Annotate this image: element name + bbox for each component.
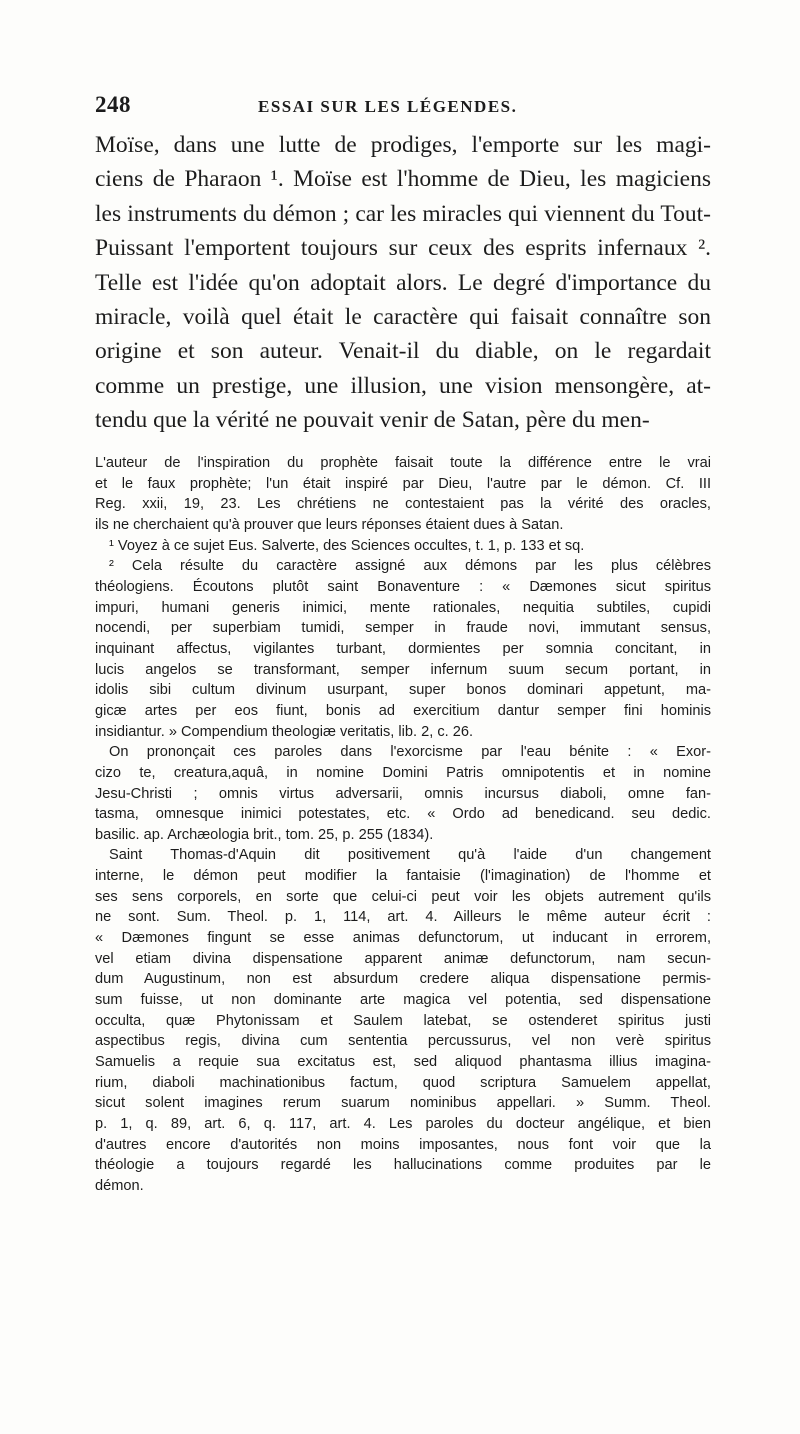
body-line: Moïse, dans une lutte de prodiges, l'emporte sur les magi-: [95, 132, 711, 158]
body-line: Puissant l'emportent toujours sur ceux des esprits infernaux ².: [95, 235, 711, 262]
main-text: [95, 128, 711, 438]
footnote-line: ils ne cherchaient qu'à prouver que leurs réponses étaient dues à Satan.: [95, 516, 564, 533]
body-line: les instruments du démon ; car les miracles qui viennent du Tout-: [95, 200, 711, 227]
footnote-line: nocendi, per superbiam tumidi, semper in fraude novi, immutant sensus,: [95, 620, 711, 637]
body-line: tendu que la vérité ne pouvait venir de Satan, père du men-: [95, 407, 650, 434]
footnote-line: Saint Thomas-d'Aquin dit positivement qu'à l'aide d'un changement: [109, 847, 711, 864]
footnote-line: inquinant affectus, vigilantes turbant, dormientes per somnia concitant, in: [95, 640, 711, 657]
body-line: comme un prestige, une illusion, une vision mensongère, at-: [95, 372, 711, 399]
footnote-line: démon.: [95, 1177, 144, 1194]
footnotes: [95, 453, 711, 1197]
body-line: ciens de Pharaon ¹. Moïse est l'homme de Dieu, les magiciens: [95, 166, 711, 193]
footnote-line: théologie a toujours regardé les hallucinations comme produites par le: [95, 1157, 711, 1174]
footnote-line: aspectibus regis, divina cum sententia percussurus, vel non verè spiritus: [95, 1033, 711, 1050]
page-number: 248: [95, 92, 131, 117]
footnote-line: occulta, quæ Phytonissam et Saulem latebat, se ostenderet spiritus justi: [95, 1012, 711, 1029]
footnote-line: ² Cela résulte du caractère assigné aux démons par les plus célèbres: [109, 558, 711, 575]
footnote-line: sum fuisse, ut non dominante arte magica vel potentia, sed dispensatione: [95, 992, 711, 1009]
footnote-line: Samuelis a requie sua excitatus est, sed aliquod phantasma illius imagina-: [95, 1054, 711, 1071]
footnote-line: gicæ artes per eos fiunt, bonis ad exercitium dantur semper fini hominis: [95, 702, 711, 719]
footnote-line: Jesu-Christi ; omnis virtus adversarii, omnis incursus diaboli, omne fan-: [95, 785, 711, 802]
footnote-line: p. 1, q. 89, art. 6, q. 117, art. 4. Les paroles du docteur angélique, et bien: [95, 1116, 711, 1132]
footnote-line: et le faux prophète; l'un était inspiré par Dieu, l'autre par le démon. Cf. III: [95, 475, 711, 492]
footnote-line: L'auteur de l'inspiration du prophète faisait toute la différence entre le vrai: [95, 455, 711, 471]
footnote-line: insidiantur. » Compendium theologiæ veritatis, lib. 2, c. 26.: [95, 723, 474, 740]
body-line: miracle, voilà quel était le caractère qui faisait connaître son: [95, 304, 711, 331]
footnote-line: théologiens. Écoutons plutôt saint Bonaventure : « Dæmones sicut spiritus: [95, 578, 711, 595]
footnote-line: tasma, omnesque inimici potestates, etc. « Ordo ad benedicand. seu dedic.: [95, 806, 711, 823]
footnote-line: ne sont. Sum. Theol. p. 1, 114, art. 4. Ailleurs le même auteur écrit :: [95, 909, 711, 926]
running-title: ESSAI SUR LES LÉGENDES.: [258, 97, 518, 116]
footnote-line: interne, le démon peut modifier la fantaisie (l'imagination) de l'homme et: [95, 868, 711, 885]
footnote-line: basilic. ap. Archæologia brit., tom. 25, p. 255 (1834).: [95, 826, 434, 843]
footnote-line: vel etiam divina dispensatione apparent animæ defunctorum, nam secun-: [95, 950, 711, 967]
footnote-line: ¹ Voyez à ce sujet Eus. Salverte, des Sciences occultes, t. 1, p. 133 et sq.: [109, 537, 585, 554]
footnote-line: lucis angelos se transformant, semper infernum suum secum portant, in: [95, 661, 711, 678]
body-line: Telle est l'idée qu'on adoptait alors. Le degré d'importance du: [95, 269, 711, 296]
footnote-line: idolis sibi cultum divinum usurpant, super bonos dominari appetunt, ma-: [95, 682, 711, 699]
footnote-line: dum Augustinum, non est absurdum credere aliqua dispensatione permis-: [95, 971, 711, 988]
footnote-line: d'autres encore d'autorités non moins imposantes, nous font voir que la: [95, 1136, 711, 1153]
footnote-line: cizo te, creatura,aquâ, in nomine Domini Patris omnipotentis et in nomine: [95, 764, 711, 781]
footnote-line: ses sens corporels, en sorte que celui-ci peut voir les objets autrement qu'ils: [95, 888, 711, 905]
footnote-line: impuri, humani generis inimici, mente rationales, nequitia subtiles, cupidi: [95, 599, 711, 616]
footnote-line: « Dæmones fingunt se esse animas defunctorum, ut inducant in errorem,: [95, 930, 711, 947]
footnote-line: Reg. xxii, 19, 23. Les chrétiens ne contestaient pas la vérité des oracles,: [95, 496, 711, 513]
footnote-line: sicut solent imagines rerum suarum nominibus appellari. » Summ. Theol.: [95, 1095, 711, 1112]
page-header: [95, 92, 710, 122]
footnote-line: rium, diaboli machinationibus factum, quod scriptura Samuelem appellat,: [95, 1074, 711, 1091]
body-line: origine et son auteur. Venait-il du diable, on le regardait: [95, 338, 711, 365]
footnote-line: On prononçait ces paroles dans l'exorcisme par l'eau bénite : « Exor-: [109, 744, 711, 761]
